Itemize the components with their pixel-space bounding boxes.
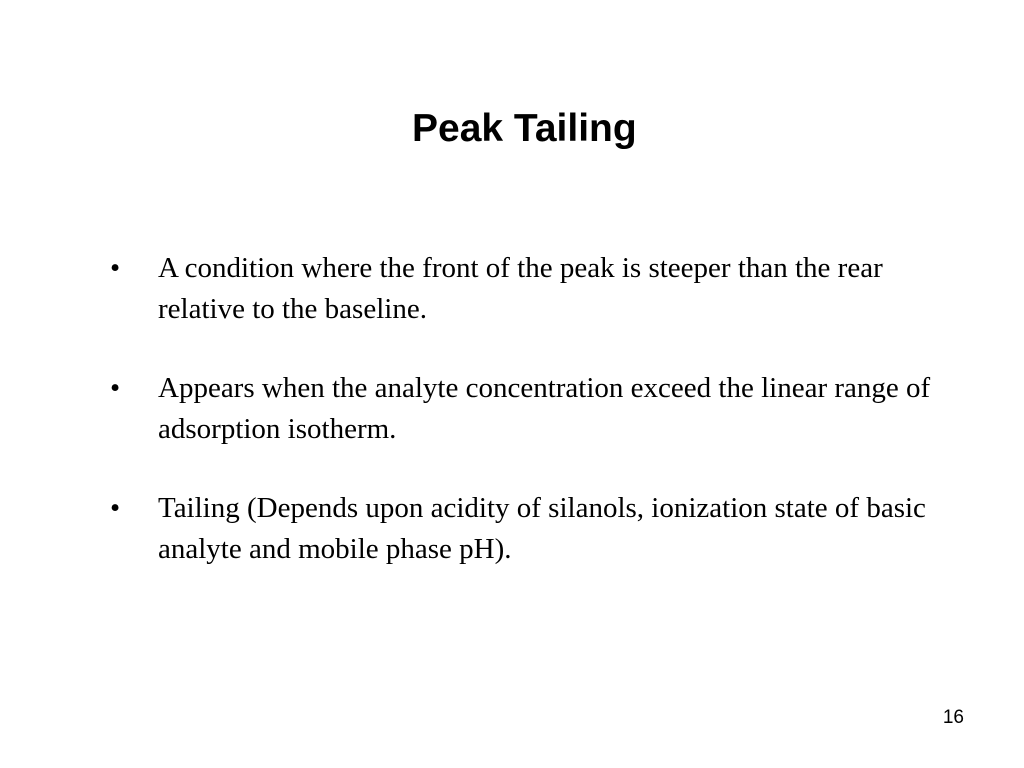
slide-title: Peak Tailing	[412, 107, 637, 150]
bullet-marker: •	[110, 372, 121, 404]
bullet-text: A condition where the front of the peak is steeper than the rear relative to the baseline.	[158, 252, 883, 325]
slide-number: 16	[942, 707, 964, 728]
bullet-item	[110, 488, 960, 570]
bullet-marker: •	[110, 252, 121, 284]
bullet-text: Appears when the analyte concentration exceed the linear range of adsorption isotherm.	[158, 372, 931, 445]
bullet-marker: •	[110, 492, 121, 524]
bullet-item	[110, 248, 960, 330]
bullet-list	[110, 248, 960, 608]
bullet-text: Tailing (Depends upon acidity of silanols, ionization state of basic analyte and mobile phase pH).	[158, 492, 926, 565]
bullet-item	[110, 368, 960, 450]
